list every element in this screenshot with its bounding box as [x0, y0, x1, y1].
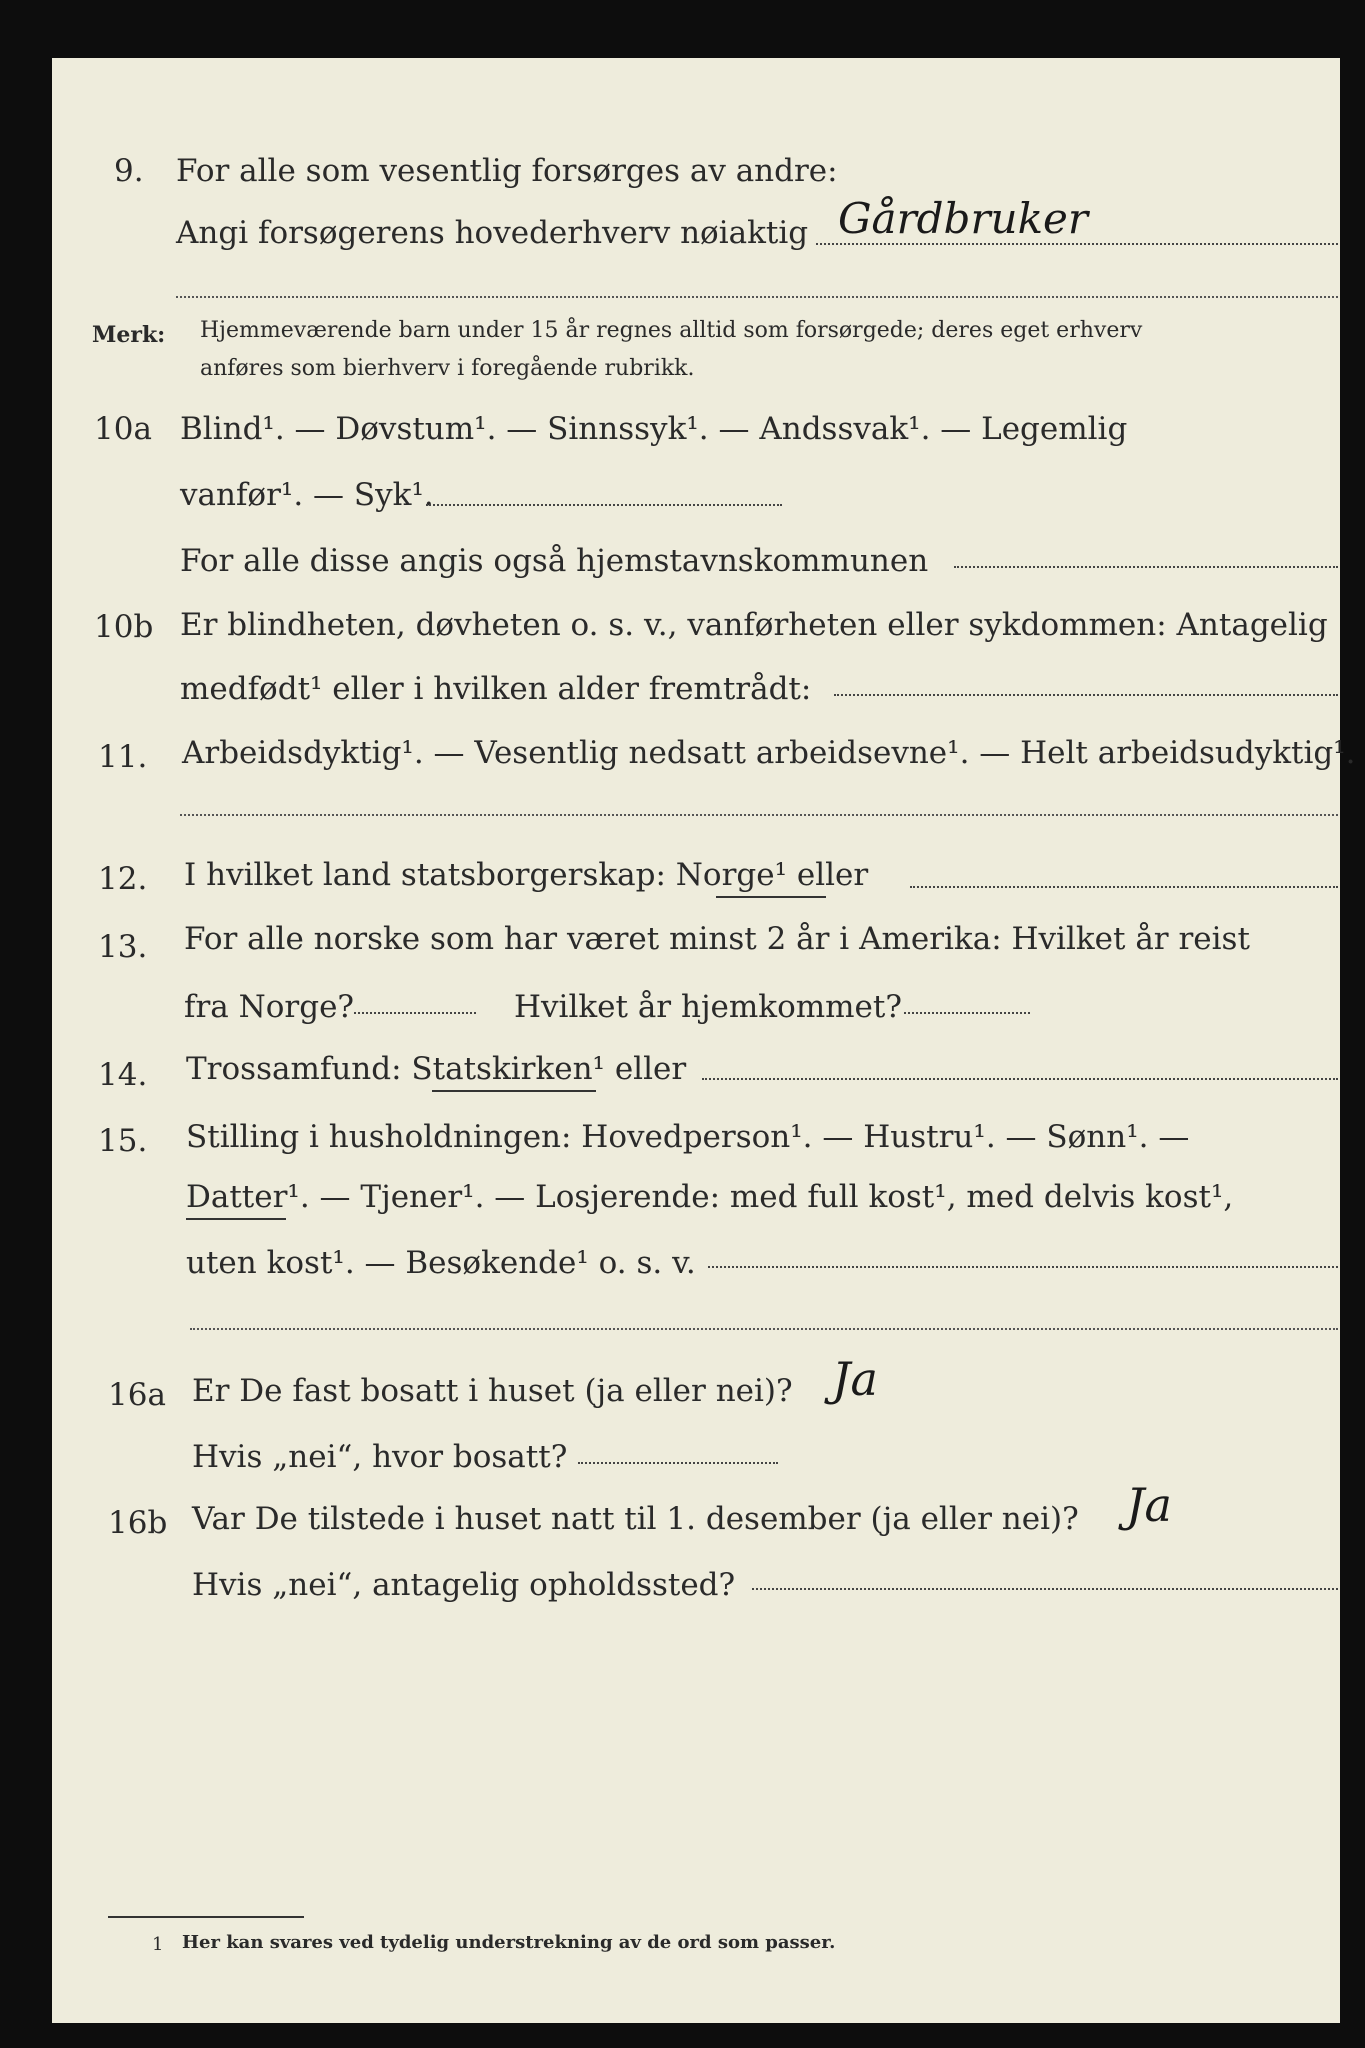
q11-extra-line[interactable]: [180, 814, 1338, 816]
q9-line2: Angi forsøgerens hovederhverv nøiaktig: [176, 215, 809, 251]
q15-datter-underline: [186, 1218, 286, 1220]
merk-line1: Hjemmeværende barn under 15 år regnes alltid som forsørgede; deres eget erhverv: [200, 318, 1143, 343]
q10b-age-field[interactable]: [834, 694, 1338, 696]
q14-number: 14.: [98, 1057, 148, 1093]
q9-extra-line[interactable]: [176, 296, 1338, 298]
q14-other-field[interactable]: [702, 1078, 1338, 1080]
q15-extra-line[interactable]: [190, 1328, 1338, 1330]
q15-other-field[interactable]: [708, 1266, 1338, 1268]
q9-answer-field[interactable]: [816, 243, 1338, 245]
q16a-line1: Er De fast bosatt i huset (ja eller nei)?: [192, 1373, 793, 1409]
footnote-mark: 1: [152, 1934, 164, 1955]
q12-line1: I hvilket land statsborgerskap: Norge¹ eller: [184, 857, 869, 893]
merk-line2: anføres som bierhverv i foregående rubrikk.: [200, 356, 695, 381]
q16b-number: 16b: [108, 1505, 168, 1541]
q15-line3: uten kost¹. — Besøkende¹ o. s. v.: [186, 1245, 696, 1281]
q13-line2b: Hvilket år hjemkommet?: [514, 989, 902, 1025]
q12-other-field[interactable]: [910, 886, 1338, 888]
q9-number: 9.: [114, 153, 144, 189]
q14-statskirken-underline: [432, 1090, 596, 1092]
q16a-number: 16a: [108, 1377, 166, 1413]
footnote-separator: [108, 1916, 304, 1918]
q10a-number: 10a: [94, 411, 152, 447]
q16b-handwritten-answer: Ja: [1126, 1478, 1172, 1532]
q10b-line2: medfødt¹ eller i hvilken alder fremtrådt:: [180, 671, 812, 707]
q13-reist-field[interactable]: [354, 1012, 476, 1014]
q13-line1: For alle norske som har været minst 2 år i Amerika: Hvilket år reist: [184, 921, 1250, 957]
q15-line2: Datter¹. — Tjener¹. — Losjerende: med full kost¹, med delvis kost¹,: [186, 1179, 1234, 1215]
q14-line1: Trossamfund: Statskirken¹ eller: [186, 1051, 687, 1087]
q10b-number: 10b: [94, 609, 154, 645]
q13-number: 13.: [98, 929, 148, 965]
q9-line1: For alle som vesentlig forsørges av andre:: [176, 153, 838, 189]
q16a-line2: Hvis „nei“, hvor bosatt?: [192, 1439, 568, 1475]
q16a-bosatt-field[interactable]: [578, 1462, 778, 1464]
q15-line1: Stilling i husholdningen: Hovedperson¹. — Hustru¹. — Sønn¹. —: [186, 1119, 1190, 1155]
q16b-line1: Var De tilstede i huset natt til 1. desember (ja eller nei)?: [192, 1501, 1079, 1537]
q10a-kommune-field[interactable]: [954, 566, 1338, 568]
q12-number: 12.: [98, 861, 148, 897]
census-form-sheet: [52, 58, 1356, 2023]
q13-hjemkommet-field[interactable]: [904, 1012, 1030, 1014]
q9-handwritten-answer: Gårdbruker: [838, 194, 1088, 243]
q15-number: 15.: [98, 1123, 148, 1159]
q11-line1: Arbeidsdyktig¹. — Vesentlig nedsatt arbeidsevne¹. — Helt arbeidsudyktig¹.: [182, 735, 1356, 771]
q10a-syk-field[interactable]: [426, 504, 782, 506]
q16a-handwritten-answer: Ja: [832, 1352, 878, 1406]
q11-number: 11.: [98, 739, 148, 775]
q10a-line3: For alle disse angis også hjemstavnskommunen: [180, 543, 929, 579]
q16b-opholdssted-field[interactable]: [752, 1588, 1338, 1590]
q10b-line1: Er blindheten, døvheten o. s. v., vanførheten eller sykdommen: Antagelig: [180, 607, 1328, 643]
q13-line2a: fra Norge?: [184, 989, 355, 1025]
q10a-line1: Blind¹. — Døvstum¹. — Sinnssyk¹. — Andssvak¹. — Legemlig: [180, 411, 1128, 447]
q16b-line2: Hvis „nei“, antagelig opholdssted?: [192, 1567, 736, 1603]
q10a-line2: vanfør¹. — Syk¹.: [180, 477, 434, 513]
footnote-text: Her kan svares ved tydelig understrekning av de ord som passer.: [182, 1932, 836, 1953]
merk-label: Merk:: [92, 322, 166, 348]
q12-norge-underline: [716, 896, 826, 898]
